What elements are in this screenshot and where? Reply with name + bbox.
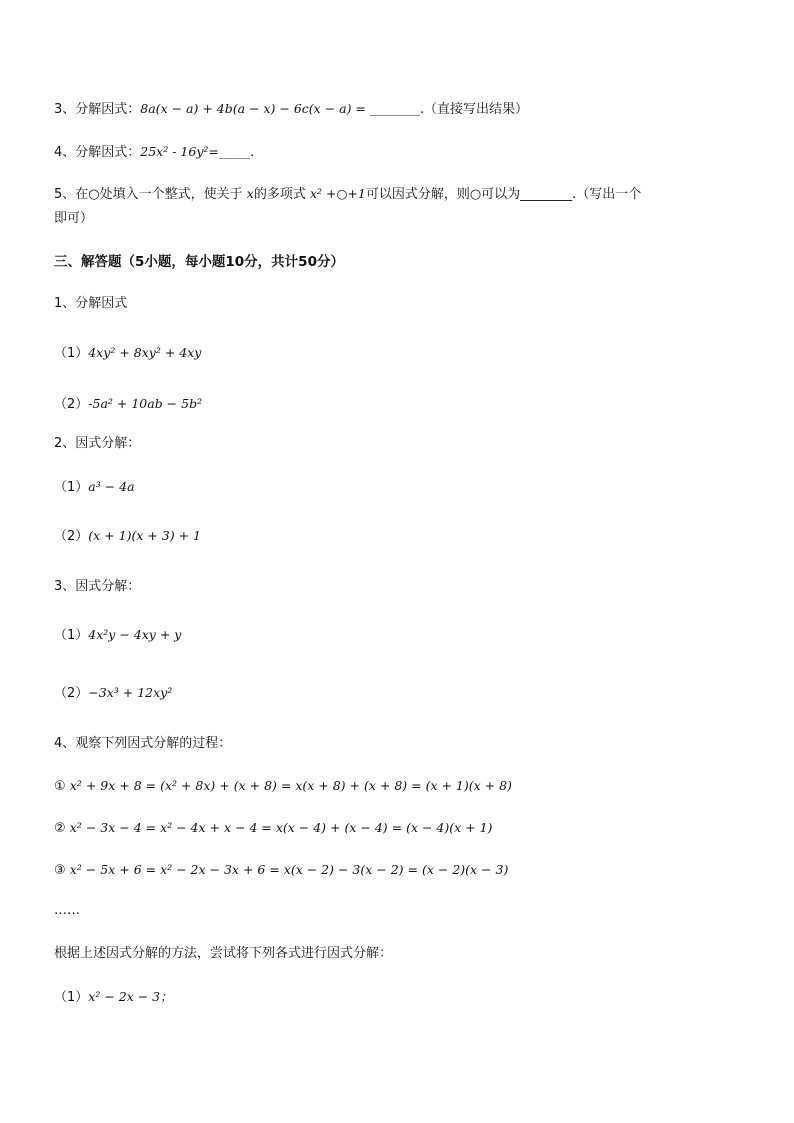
problem-3-item-1 <box>54 626 181 645</box>
step-marker: ① <box>54 779 66 794</box>
step-expression: x² + 9x + 8 = (x² + 8x) + (x + 8) = x(x + 8) + (x + 8) = (x + 1)(x + 8) <box>69 778 512 793</box>
problem-2-item-2 <box>54 527 201 546</box>
problem-3-title: 3、因式分解： <box>54 579 141 594</box>
item-expression: −3x³ + 12xy² <box>88 685 173 700</box>
problem-1-item-1 <box>54 344 201 363</box>
item-label: （2） <box>54 529 89 544</box>
question-5-fill <box>54 185 641 204</box>
question-3-suffix: .（直接写出结果） <box>419 102 529 117</box>
question-5-cont-text: 即可） <box>54 211 94 226</box>
question-5-continuation <box>54 210 93 228</box>
question-4-suffix: . <box>250 145 255 160</box>
item-label: （1） <box>54 480 89 495</box>
problem-4-step-1 <box>54 777 512 796</box>
problem-2-title: 2、因式分解： <box>54 436 141 451</box>
question-3-expression: 8a(x − a) + 4b(a − x) − 6c(x − a) = ________ <box>140 101 420 116</box>
question-3-prefix: 3、分解因式： <box>54 102 141 117</box>
question-5-text-a: 5、在○处填入一个整式，使关于 <box>54 187 243 202</box>
problem-4-title: 4、观察下列因式分解的过程： <box>54 736 232 751</box>
problem-1-item-2 <box>54 395 202 414</box>
item-expression: a³ − 4a <box>88 479 135 494</box>
step-expression: x² − 3x − 4 = x² − 4x + x − 4 = x(x − 4) + (x − 4) = (x − 4)(x + 1) <box>69 820 493 835</box>
question-4-fill <box>54 143 254 162</box>
question-5-text-c: 可以因式分解，则○可以为________.（写出一个 <box>365 187 642 202</box>
problem-1-title: 1、分解因式 <box>54 296 128 311</box>
section-3-heading: 三、解答题（5小题，每小题10分，共计50分） <box>54 254 344 270</box>
problem-2-item-1 <box>54 478 135 497</box>
item-expression: -5a² + 10ab − 5b² <box>88 396 203 411</box>
step-marker: ② <box>54 821 66 836</box>
question-5-variable: x <box>246 186 254 201</box>
item-expression: (x + 1)(x + 3) + 1 <box>88 528 202 543</box>
problem-4-step-3 <box>54 861 508 880</box>
problem-4-instruction: 根据上述因式分解的方法，尝试将下列各式进行因式分解： <box>54 946 393 961</box>
item-expression: 4x²y − 4xy + y <box>88 627 182 642</box>
item-label: （2） <box>54 686 89 701</box>
problem-3-item-2 <box>54 684 172 703</box>
question-3-fill <box>54 100 528 119</box>
step-expression: x² − 5x + 6 = x² − 2x − 3x + 6 = x(x − 2) − 3(x − 2) = (x − 2)(x − 3) <box>69 862 509 877</box>
item-expression: 4xy² + 8xy² + 4xy <box>88 345 202 360</box>
question-4-prefix: 4、分解因式： <box>54 145 141 160</box>
question-5-text-b: 的多项式 <box>253 187 306 202</box>
item-label: （2） <box>54 397 89 412</box>
problem-4-item-1 <box>54 988 173 1007</box>
item-expression: x² − 2x − 3； <box>88 989 173 1004</box>
question-4-expression: 25x² - 16y²=_____ <box>140 144 251 159</box>
item-label: （1） <box>54 628 89 643</box>
item-label: （1） <box>54 346 89 361</box>
item-label: （1） <box>54 990 89 1005</box>
step-marker: ③ <box>54 863 66 878</box>
problem-4-step-2 <box>54 819 492 838</box>
problem-4-ellipsis: …… <box>54 903 80 918</box>
question-5-expression: x² +○+1 <box>309 186 366 201</box>
